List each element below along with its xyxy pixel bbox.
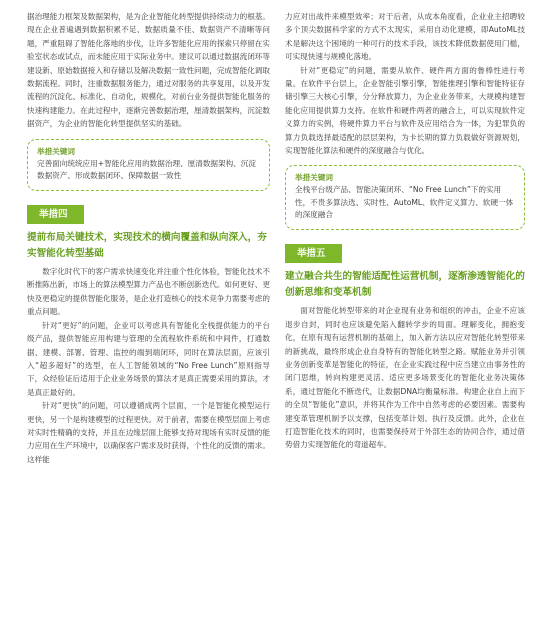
left-column <box>27 10 270 466</box>
body-paragraph: 面对智能化转型带来的对企业现有业务和组织的冲击，企业不应该退步自封，同时也应该避免陷入翻转学步的局面。理解变化，拥抱变化，在原有现有运营机制的基础上，加入新方法以应对智能化转型带来的新挑战，最终形成企业自身特有的智能化转型之路。赋能业务并引领业务创新变革是智能化的特征，在企业实践过程中应当建立由事务性的闭门思维，转向构建更灵活、适应更多场景变化的智能化业务决策体系，通过智能化不断迭代，让数据DNA均衡量标准。构建企业自上而下的全员“智能化”意识，并将其作为工作中自然考虑的必要因素。需要构建变革管理机制予以支撑，包括变革计划、执行及反馈。此外，企业在打造智能化技术的同时，也需要保持对于外部生态的协同合作，通过借势借力实现智能化的弯道超车。 <box>285 306 525 450</box>
keywords-content: 完善面向统统应用+智能化应用的数据治理、厘清数据架构、沉淀数据资产、形成数据闭环、保障数据一致性 <box>37 158 256 181</box>
measure-four-tag: 举措四 <box>27 205 84 224</box>
keywords-title: 举措关键词 <box>37 146 75 156</box>
keywords-box-measure-4 <box>285 165 525 230</box>
intro-paragraph: 据治理能力框架及数据架构，是为企业智能化转型提供持续动力的根基。现在企业普遍遇到数据积累不足、数据质量不佳、数据资产不清晰等问题，严重阻碍了智能化落地的步伐，让许多智能化应用的探索只停留在实验室状态或试点，而未能应用于实际业务中。建议可以通过数据流闭环等建设新、原始数据接入和存储以及解决数据一致性问题，完成智能化调取数据流程。同时，注重数据服务能力，通过对服务的共享复用，以及开发流程的沉淀化、标准化、自动化，规模化，对前台业务提供智能化服务的快速构建能力。在此过程中，逐渐完善数据治理，厘清数据架构，沉淀数据资产，为企业的智能化转型提供坚实的基础。 <box>27 12 270 129</box>
measure-five-tag: 举措五 <box>285 244 342 263</box>
body-paragraph: 针对“更好”的问题，企业可以考虑具有智能化全栈提供能力的平台级产品，提供智能应用构建与管理的全流程软件系统和中间件，打通数据、建模、部署、管理、监控的端到端闭环，同时在算法层面，应该引入“超多超好”的选型，在人工智能领域的“No Free Lunch”原则指导下，众经验证后适用于企业业务场景的算法才是真正需要采用的算法，才是真正最好的。 <box>27 320 270 397</box>
keywords-box-measure-3 <box>27 139 270 191</box>
measure-four-title: 提前布局关键技术，实现技术的横向覆盖和纵向深入，夯实智能化转型基础 <box>27 232 267 259</box>
right-column <box>285 10 525 452</box>
measure-five-title: 建立融合共生的智能适配性运营机制，逐渐渗透智能化的创新思维和变革机制 <box>285 271 525 298</box>
body-paragraph: 针对“更快”的问题，可以遵循成两个层面，一个是智能化模型运行更快，另一个是构建模型的过程更快。对于前者，需要在模型层面上考虑对实时性精确的支持，并且在边缘层面上能够支持对现场有实时反馈的能力应用在生产环境中，以确保客户需求及时获得，个性化的反馈的需求。这样能 <box>27 401 270 464</box>
body-paragraph: 针对“更稳定”的问题，需要从软件、硬件两方面的鲁棒性进行考量。在软件平台层上，企业智能引擎引擎，智能推理引擎和智能特征存储引擎三大核心引擎，分分释放算力，为企业业务带来，大规模构建智能化应用提供算力支持。在软件和硬件两者的融合上，可以实现软件定义算力的实例，将硬件算力平台与软件及应用结合为一体，为犯罪负的算力负载选择最适配的层层架构，为卡长期的算力负载做好资源规划，实现智能化算法和硬件的深度融合与优化。 <box>285 65 525 156</box>
keywords-title: 举措关键词 <box>295 173 333 183</box>
continued-paragraph: 力应对出战件来模型效率；对于后者，从成本角度看，企业业主招聘较多个顶尖数据科学家的方式不太现实，采用自动化建模，即AutoML技术是解决这个困境的一种可行的技术手段，该技术降低数据使用门槛，可实现快速与规模化落地。 <box>285 12 525 62</box>
body-paragraph: 数字化时代下的客户需求快速变化并注重个性化体验，智能化技术不断推陈出新，市场上的算法模型算力产品也不断创新迭代。如何更好、更快及更稳定的提供智能化服务，是企业打造核心的技术竞争力需要考虑的重点问题。 <box>27 267 270 317</box>
keywords-content: 全栈平台级产品、智能决策闭环、“No Free Lunch”下的实用性，不贵多算法选、实时性、AutoML、软件定义算力、软硬一体的深度融合 <box>295 185 514 220</box>
